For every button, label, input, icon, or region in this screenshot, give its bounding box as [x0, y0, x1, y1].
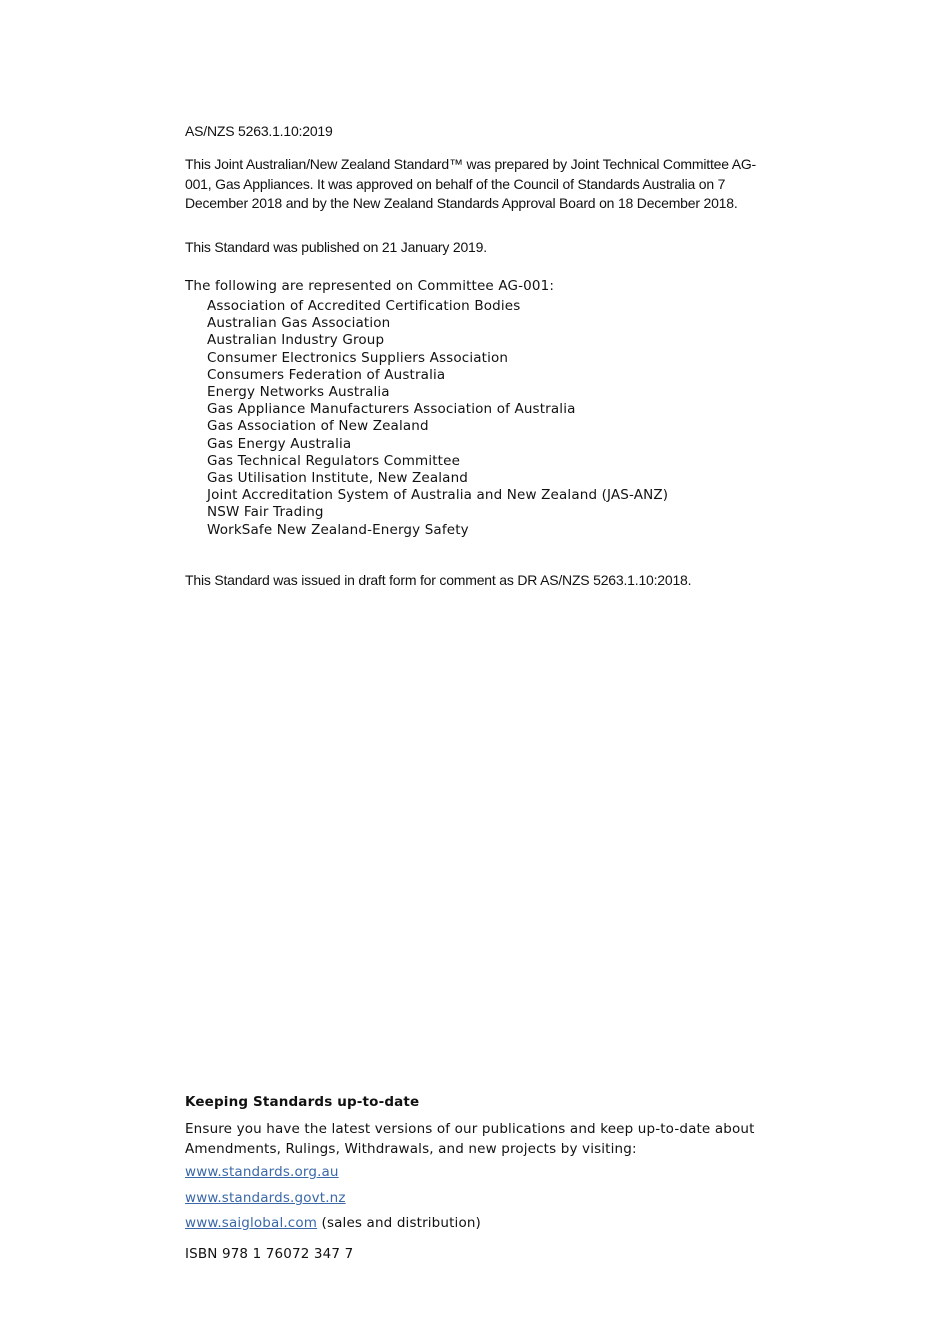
- committee-member-list: [207, 298, 668, 539]
- standards-au-link[interactable]: www.standards.org.au: [185, 1164, 339, 1180]
- committee-member: Energy Networks Australia: [207, 384, 390, 401]
- committee-member: Joint Accreditation System of Australia and New Zealand (JAS-ANZ): [207, 487, 669, 504]
- saiglobal-link[interactable]: www.saiglobal.com: [185, 1215, 318, 1231]
- committee-member: Association of Accredited Certification Bodies: [207, 298, 521, 314]
- committee-intro: The following are represented on Committee AG-001:: [185, 278, 555, 294]
- approval-statement: This Joint Australian/New Zealand Standard™ was prepared by Joint Technical Committee AG-001, Gas Appliances. It was approved on behalf of the Council of Standards Australia on 7 December 2018 and by the New Zealand Standards Approval Board on 18 December 2018.: [185, 156, 757, 211]
- keeping-up-to-date-heading: Keeping Standards up-to-date: [185, 1094, 420, 1110]
- standard-designation: AS/NZS 5263.1.10:2019: [185, 123, 333, 139]
- committee-member: Australian Industry Group: [207, 332, 385, 349]
- saiglobal-link-suffix: (sales and distribution): [317, 1215, 481, 1231]
- link-line-saiglobal: [185, 1215, 481, 1232]
- link-line-standards-au: [185, 1164, 339, 1181]
- committee-member: Gas Appliance Manufacturers Association of Australia: [207, 401, 576, 418]
- committee-member: Consumer Electronics Suppliers Association: [207, 349, 509, 366]
- committee-member: NSW Fair Trading: [207, 504, 324, 521]
- committee-member: Gas Energy Australia: [207, 435, 352, 452]
- publication-date-statement: This Standard was published on 21 January 2019.: [185, 239, 487, 255]
- keeping-up-to-date-text: Ensure you have the latest versions of our publications and keep up-to-date about Amendments, Rulings, Withdrawals, and new projects by visiting:: [185, 1121, 755, 1157]
- isbn-number: ISBN 978 1 76072 347 7: [185, 1246, 354, 1262]
- committee-member: Gas Technical Regulators Committee: [207, 452, 461, 469]
- committee-member: Consumers Federation of Australia: [207, 366, 446, 383]
- link-line-standards-nz: [185, 1190, 346, 1207]
- standards-nz-link[interactable]: www.standards.govt.nz: [185, 1190, 346, 1206]
- committee-member: Gas Utilisation Institute, New Zealand: [207, 470, 469, 487]
- committee-member: Australian Gas Association: [207, 315, 391, 332]
- committee-member: Gas Association of New Zealand: [207, 418, 429, 435]
- committee-member: WorkSafe New Zealand-Energy Safety: [207, 521, 469, 538]
- draft-note: This Standard was issued in draft form for comment as DR AS/NZS 5263.1.10:2018.: [185, 572, 692, 588]
